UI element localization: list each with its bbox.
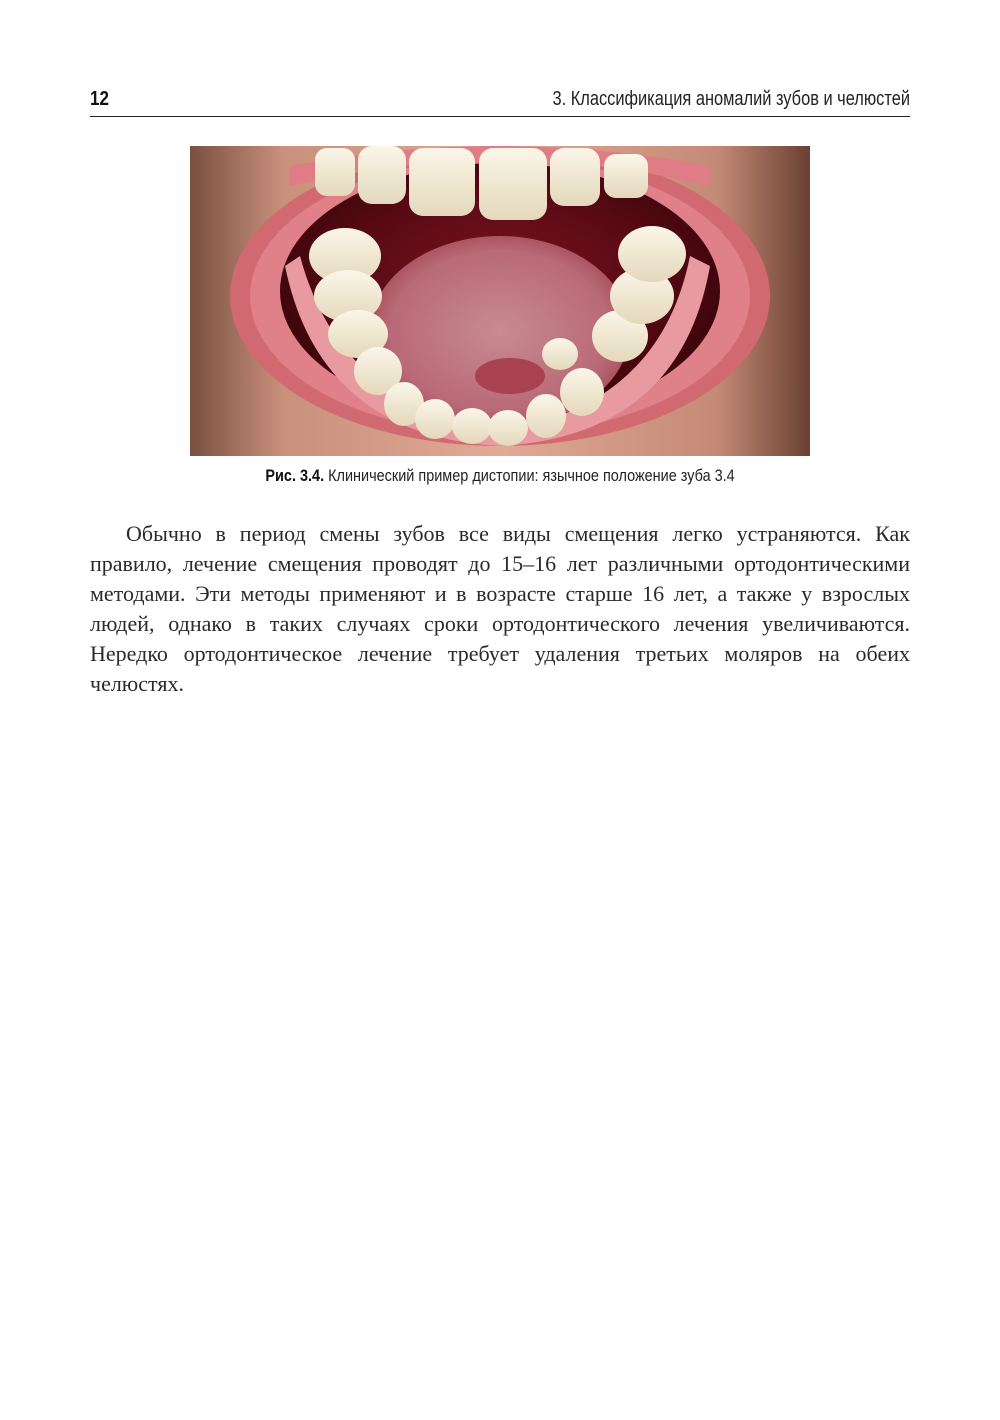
body-text [90, 519, 910, 699]
body-paragraph: Обычно в период смены зубов все виды смещения легко устраняются. Как правило, лечение смещения проводят до 15–16 лет различными ортодонтическими методами. Эти методы применяют и в возрасте старше 16 лет, а также у взрослых людей, однако в таких случаях сроки ортодонтического лечения увеличиваются. Нередко ортодонтическое лечение требует удаления третьих моляров на обеих челюстях. [90, 521, 910, 696]
figure-caption [90, 466, 910, 486]
running-title: 3. Классификация аномалий зубов и челюстей [552, 88, 910, 110]
page-number: 12 [90, 88, 109, 110]
page-header [90, 84, 910, 117]
figure-photo [190, 146, 810, 456]
figure-label: Рис. 3.4. [265, 466, 325, 485]
figure-caption-text: Клинический пример дистопии: язычное положение зуба 3.4 [328, 466, 735, 485]
